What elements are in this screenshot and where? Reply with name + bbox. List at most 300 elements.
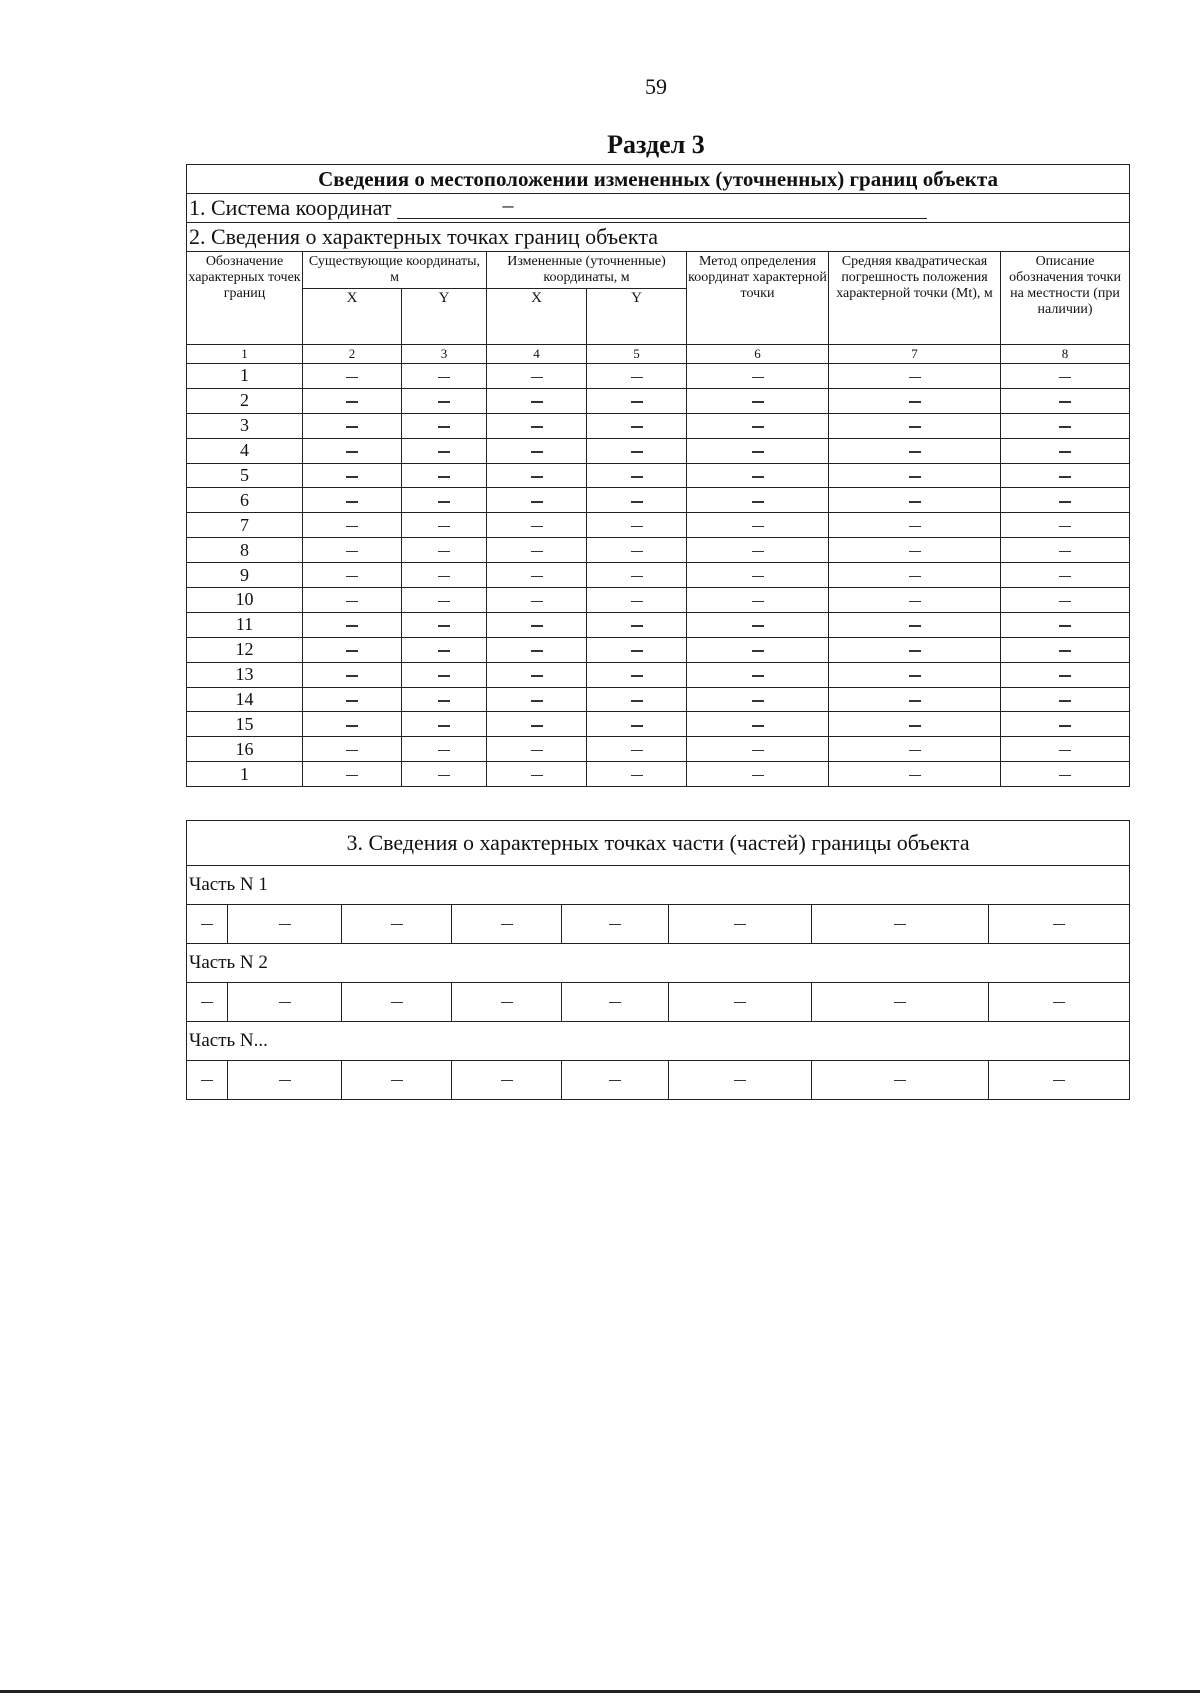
dash-mark [609, 1080, 621, 1082]
empty-value-cell [228, 1061, 342, 1100]
empty-value-cell [402, 737, 487, 762]
dash-mark [391, 924, 403, 926]
dash-mark [438, 526, 450, 528]
empty-value-cell [228, 905, 342, 944]
dash-mark [531, 625, 543, 627]
dash-mark [531, 700, 543, 702]
empty-value-cell [402, 463, 487, 488]
dash-mark [346, 401, 358, 403]
empty-value-cell [487, 588, 587, 613]
point-id: 12 [187, 637, 303, 662]
empty-value-cell [687, 737, 829, 762]
dash-mark [201, 924, 213, 926]
table-row [187, 588, 1130, 613]
dash-mark [752, 700, 764, 702]
empty-value-cell [487, 513, 587, 538]
coordinate-system-label: 1. Система координат [189, 194, 392, 220]
empty-value-cell [187, 983, 228, 1022]
dash-mark [734, 924, 746, 926]
empty-value-cell [587, 563, 687, 588]
empty-value-cell [303, 712, 402, 737]
point-id: 5 [187, 463, 303, 488]
empty-value-cell [587, 538, 687, 563]
empty-value-cell [1001, 388, 1130, 413]
dash-mark [531, 377, 543, 379]
dash-mark [909, 426, 921, 428]
empty-value-cell [303, 737, 402, 762]
empty-value-cell [1001, 513, 1130, 538]
empty-value-cell [587, 463, 687, 488]
dash-mark [531, 451, 543, 453]
empty-value-cell [1001, 413, 1130, 438]
dash-mark [631, 675, 643, 677]
column-number: 8 [1001, 345, 1130, 364]
empty-value-cell [812, 1061, 989, 1100]
table-row [187, 438, 1130, 463]
dash-mark [631, 501, 643, 503]
empty-value-cell [487, 364, 587, 389]
empty-value-cell [587, 488, 687, 513]
empty-value-cell [303, 364, 402, 389]
part-label: Часть N 1 [187, 866, 1130, 905]
empty-value-cell [829, 463, 1001, 488]
coordinate-system-row [187, 191, 1130, 223]
table-row [187, 687, 1130, 712]
dash-mark [1059, 501, 1071, 503]
dash-mark [631, 526, 643, 528]
column-number: 3 [402, 345, 487, 364]
table-row [187, 1061, 1130, 1100]
dash-mark [734, 1080, 746, 1082]
dash-mark [752, 501, 764, 503]
empty-value-cell [402, 413, 487, 438]
empty-value-cell [487, 438, 587, 463]
dash-mark [909, 401, 921, 403]
dash-mark [909, 476, 921, 478]
dash-mark [894, 1080, 906, 1082]
dash-mark [531, 551, 543, 553]
empty-value-cell [187, 905, 228, 944]
dash-mark [438, 775, 450, 777]
header-error: Средняя квадратическая погрешность положения характерной точки (Mt), м [829, 252, 1001, 345]
part-label: Часть N... [187, 1022, 1130, 1061]
dash-mark [752, 451, 764, 453]
dash-mark [438, 750, 450, 752]
empty-value-cell [402, 563, 487, 588]
empty-value-cell [303, 612, 402, 637]
empty-value-cell [487, 762, 587, 787]
empty-value-cell [587, 364, 687, 389]
empty-value-cell [342, 905, 452, 944]
dash-mark [631, 551, 643, 553]
empty-value-cell [402, 662, 487, 687]
dash-mark [1059, 426, 1071, 428]
dash-mark [346, 551, 358, 553]
header-changed-y: Y [587, 289, 687, 345]
dash-mark [631, 775, 643, 777]
empty-value-cell [829, 712, 1001, 737]
table-row [187, 488, 1130, 513]
dash-mark [531, 576, 543, 578]
point-id: 9 [187, 563, 303, 588]
header-existing-y: Y [402, 289, 487, 345]
dash-mark [531, 675, 543, 677]
empty-value-cell [402, 438, 487, 463]
empty-value-cell [402, 588, 487, 613]
empty-value-cell [562, 983, 669, 1022]
empty-value-cell [829, 588, 1001, 613]
page-number: 59 [645, 74, 667, 99]
dash-mark [631, 576, 643, 578]
header-description: Описание обозначения точки на местности (при наличии) [1001, 252, 1130, 345]
empty-value-cell [487, 463, 587, 488]
dash-mark [1059, 601, 1071, 603]
dash-mark [1059, 750, 1071, 752]
empty-value-cell [1001, 588, 1130, 613]
dash-mark [631, 625, 643, 627]
dash-mark [346, 625, 358, 627]
dash-mark [346, 725, 358, 727]
empty-value-cell [587, 588, 687, 613]
dash-mark [438, 625, 450, 627]
dash-mark [752, 750, 764, 752]
dash-mark [909, 650, 921, 652]
dash-mark [531, 526, 543, 528]
dash-mark [909, 775, 921, 777]
dash-mark [752, 551, 764, 553]
dash-mark [279, 924, 291, 926]
empty-value-cell [829, 388, 1001, 413]
dash-mark [631, 700, 643, 702]
table-row [187, 712, 1130, 737]
empty-value-cell [487, 737, 587, 762]
empty-value-cell [829, 413, 1001, 438]
dash-mark [346, 451, 358, 453]
empty-value-cell [303, 662, 402, 687]
dash-mark [201, 1080, 213, 1082]
empty-value-cell [1001, 612, 1130, 637]
table-row [187, 538, 1130, 563]
dash-mark [531, 476, 543, 478]
dash-mark [438, 501, 450, 503]
empty-value-cell [487, 388, 587, 413]
column-number: 1 [187, 345, 303, 364]
empty-value-cell [687, 413, 829, 438]
empty-value-cell [452, 983, 562, 1022]
dash-mark [752, 526, 764, 528]
header-existing-x: X [303, 289, 402, 345]
empty-value-cell [587, 762, 687, 787]
dash-mark [531, 426, 543, 428]
dash-mark [631, 476, 643, 478]
empty-value-cell [669, 1061, 812, 1100]
empty-value-cell [829, 637, 1001, 662]
empty-value-cell [687, 612, 829, 637]
dash-mark [1059, 551, 1071, 553]
empty-value-cell [487, 687, 587, 712]
table-row [187, 364, 1130, 389]
dash-mark [346, 476, 358, 478]
table-row [187, 563, 1130, 588]
dash-mark [346, 526, 358, 528]
empty-value-cell [402, 612, 487, 637]
dash-mark [631, 601, 643, 603]
empty-value-cell [587, 438, 687, 463]
empty-value-cell [1001, 762, 1130, 787]
dash-mark [501, 924, 513, 926]
dash-mark [1059, 576, 1071, 578]
empty-value-cell [303, 438, 402, 463]
empty-value-cell [187, 1061, 228, 1100]
dash-mark [631, 401, 643, 403]
empty-value-cell [402, 364, 487, 389]
empty-value-cell [303, 538, 402, 563]
point-id: 3 [187, 413, 303, 438]
dash-mark [909, 700, 921, 702]
dash-mark [531, 650, 543, 652]
empty-value-cell [1001, 563, 1130, 588]
empty-value-cell [687, 513, 829, 538]
dash-mark [909, 625, 921, 627]
dash-mark [346, 650, 358, 652]
empty-value-cell [487, 712, 587, 737]
dash-mark [346, 576, 358, 578]
dash-mark [531, 601, 543, 603]
dash-mark [438, 377, 450, 379]
table-row [187, 737, 1130, 762]
empty-value-cell [1001, 712, 1130, 737]
dash-mark [1059, 526, 1071, 528]
empty-value-cell [1001, 737, 1130, 762]
point-id: 1 [187, 762, 303, 787]
table-row [187, 413, 1130, 438]
empty-value-cell [303, 637, 402, 662]
empty-value-cell [829, 563, 1001, 588]
empty-value-cell [669, 905, 812, 944]
dash-mark [752, 725, 764, 727]
dash-mark [752, 775, 764, 777]
empty-value-cell [687, 588, 829, 613]
dash-mark [346, 426, 358, 428]
empty-value-cell [687, 637, 829, 662]
dash-mark [631, 650, 643, 652]
dash-mark [438, 725, 450, 727]
table-row [187, 463, 1130, 488]
dash-mark [438, 401, 450, 403]
empty-value-cell [487, 563, 587, 588]
empty-value-cell [687, 364, 829, 389]
dash-mark [391, 1080, 403, 1082]
dash-mark [1059, 476, 1071, 478]
empty-value-cell [687, 563, 829, 588]
boundary-points-table [186, 164, 1130, 787]
point-id: 4 [187, 438, 303, 463]
dash-mark [531, 501, 543, 503]
empty-value-cell [487, 488, 587, 513]
empty-value-cell [402, 762, 487, 787]
part-label: Часть N 2 [187, 944, 1130, 983]
point-id: 15 [187, 712, 303, 737]
point-id: 8 [187, 538, 303, 563]
empty-value-cell [1001, 637, 1130, 662]
dash-mark [1059, 675, 1071, 677]
parts-table-title: 3. Сведения о характерных точках части (частей) границы объекта [187, 821, 1130, 866]
empty-value-cell [587, 388, 687, 413]
dash-mark [752, 601, 764, 603]
empty-value-cell [452, 905, 562, 944]
dash-mark [346, 501, 358, 503]
empty-value-cell [587, 737, 687, 762]
dash-mark [894, 1002, 906, 1004]
table-title: Сведения о местоположении измененных (уточненных) границ объекта [187, 165, 1130, 194]
point-id: 2 [187, 388, 303, 413]
dash-mark [438, 650, 450, 652]
header-designation: Обозначение характерных точек границ [187, 252, 303, 345]
dash-mark [346, 775, 358, 777]
empty-value-cell [687, 388, 829, 413]
empty-value-cell [1001, 687, 1130, 712]
dash-mark [531, 725, 543, 727]
dash-mark [909, 601, 921, 603]
empty-value-cell [402, 388, 487, 413]
dash-mark [346, 601, 358, 603]
empty-value-cell [829, 687, 1001, 712]
empty-value-cell [342, 1061, 452, 1100]
table-row [187, 983, 1130, 1022]
column-number: 7 [829, 345, 1001, 364]
empty-value-cell [303, 563, 402, 588]
empty-value-cell [829, 662, 1001, 687]
empty-value-cell [587, 687, 687, 712]
dash-mark [1059, 401, 1071, 403]
empty-value-cell [402, 712, 487, 737]
empty-value-cell [587, 413, 687, 438]
dash-mark [501, 1002, 513, 1004]
dash-mark [531, 750, 543, 752]
point-id: 10 [187, 588, 303, 613]
dash-mark [909, 451, 921, 453]
dash-mark [346, 675, 358, 677]
empty-value-cell [402, 538, 487, 563]
dash-mark [909, 526, 921, 528]
empty-value-cell [452, 1061, 562, 1100]
dash-mark [1059, 625, 1071, 627]
table-row [187, 637, 1130, 662]
empty-value-cell [487, 612, 587, 637]
empty-value-cell [402, 488, 487, 513]
coordinate-system-field [397, 192, 927, 219]
part-label-row [187, 866, 1130, 905]
empty-value-cell [687, 488, 829, 513]
empty-value-cell [402, 637, 487, 662]
dash-mark [1059, 451, 1071, 453]
header-existing-coords: Существующие координаты, м [303, 252, 487, 289]
dash-mark [752, 650, 764, 652]
empty-value-cell [829, 538, 1001, 563]
empty-value-cell [669, 983, 812, 1022]
section-title: Раздел 3 [607, 130, 705, 159]
dash-mark [752, 675, 764, 677]
dash-mark [909, 750, 921, 752]
dash-mark [346, 377, 358, 379]
empty-value-cell [1001, 438, 1130, 463]
part-label-row [187, 944, 1130, 983]
empty-value-cell [342, 983, 452, 1022]
dash-mark [501, 1080, 513, 1082]
dash-mark [909, 675, 921, 677]
empty-value-cell [303, 513, 402, 538]
dash-mark [631, 426, 643, 428]
dash-mark [734, 1002, 746, 1004]
dash-mark [438, 675, 450, 677]
table-row [187, 513, 1130, 538]
dash-mark [1059, 650, 1071, 652]
dash-mark [438, 451, 450, 453]
point-id: 14 [187, 687, 303, 712]
empty-value-cell [303, 762, 402, 787]
empty-value-cell [1001, 463, 1130, 488]
empty-value-cell [303, 413, 402, 438]
point-id: 16 [187, 737, 303, 762]
dash-mark [752, 476, 764, 478]
empty-value-cell [687, 662, 829, 687]
dash-mark [346, 750, 358, 752]
dash-mark [631, 451, 643, 453]
empty-value-cell [303, 463, 402, 488]
dash-mark [391, 1002, 403, 1004]
dash-mark [752, 401, 764, 403]
dash-mark [438, 551, 450, 553]
dash-mark [279, 1002, 291, 1004]
empty-value-cell [303, 488, 402, 513]
point-id: 1 [187, 364, 303, 389]
dash-mark [1053, 1080, 1065, 1082]
empty-value-cell [829, 364, 1001, 389]
dash-mark [894, 924, 906, 926]
points-subtitle: 2. Сведения о характерных точках границ объекта [187, 223, 1130, 252]
empty-value-cell [487, 637, 587, 662]
dash-mark [909, 501, 921, 503]
empty-value-cell [228, 983, 342, 1022]
empty-value-cell [829, 438, 1001, 463]
dash-mark [1053, 1002, 1065, 1004]
part-points-table [186, 820, 1130, 1100]
empty-value-cell [402, 687, 487, 712]
column-number: 4 [487, 345, 587, 364]
empty-value-cell [687, 438, 829, 463]
dash-mark [609, 1002, 621, 1004]
empty-value-cell [829, 762, 1001, 787]
point-id: 11 [187, 612, 303, 637]
dash-mark [1053, 924, 1065, 926]
dash-mark [631, 725, 643, 727]
dash-mark [438, 601, 450, 603]
empty-value-cell [587, 637, 687, 662]
dash-mark [1059, 725, 1071, 727]
empty-value-cell [687, 687, 829, 712]
dash-mark [1059, 775, 1071, 777]
dash-mark [531, 775, 543, 777]
empty-value-cell [829, 737, 1001, 762]
empty-value-cell [587, 712, 687, 737]
empty-value-cell [487, 662, 587, 687]
dash-mark [752, 426, 764, 428]
dash-mark [201, 1002, 213, 1004]
dash-mark [909, 551, 921, 553]
empty-value-cell [487, 413, 587, 438]
table-row [187, 388, 1130, 413]
empty-value-cell [587, 662, 687, 687]
